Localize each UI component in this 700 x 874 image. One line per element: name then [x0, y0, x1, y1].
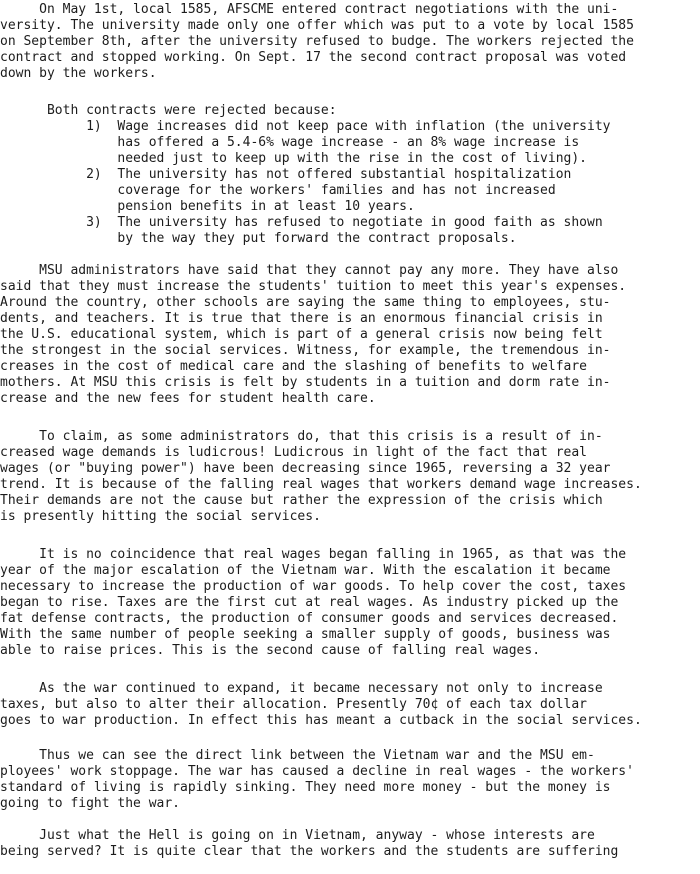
text-line: creases in the cost of medical care and the slashing of benefits to welfare — [0, 359, 587, 374]
text-line: wages (or "buying power") have been decreasing since 1965, reversing a 32 year — [0, 461, 611, 476]
text-line: crease and the new fees for student health care. — [0, 391, 376, 406]
text-line: necessary to increase the production of war goods. To help cover the cost, taxes — [0, 579, 627, 594]
text-line: dents, and teachers. It is true that there is an enormous financial crisis in — [0, 311, 603, 326]
text-line: versity. The university made only one offer which was put to a vote by local 1585 — [0, 18, 634, 33]
text-line: Both contracts were rejected because: — [0, 103, 337, 118]
text-line: pension benefits in at least 10 years. — [0, 199, 415, 214]
text-line: taxes, but also to alter their allocation. Presently 70¢ of each tax dollar — [0, 697, 587, 712]
text-line: mothers. At MSU this crisis is felt by students in a tuition and dorm rate in- — [0, 375, 611, 390]
text-line: by the way they put forward the contract proposals. — [0, 231, 517, 246]
text-line: MSU administrators have said that they cannot pay any more. They have also — [0, 263, 619, 278]
text-line: ployees' work stoppage. The war has caused a decline in real wages - the workers' — [0, 764, 634, 779]
text-line: As the war continued to expand, it became necessary not only to increase — [0, 681, 603, 696]
text-line: goes to war production. In effect this has meant a cutback in the social services. — [0, 713, 642, 728]
text-line: is presently hitting the social services. — [0, 509, 321, 524]
text-line: 2) The university has not offered substantial hospitalization — [0, 167, 572, 182]
text-line: contract and stopped working. On Sept. 17 the second contract proposal was voted — [0, 50, 627, 65]
text-line: Just what the Hell is going on in Vietnam, anyway - whose interests are — [0, 828, 595, 843]
text-line: fat defense contracts, the production of consumer goods and services decreased. — [0, 611, 619, 626]
text-line: coverage for the workers' families and has not increased — [0, 183, 556, 198]
text-line: On May 1st, local 1585, AFSCME entered contract negotiations with the uni- — [0, 2, 619, 17]
text-line: It is no coincidence that real wages began falling in 1965, as that was the — [0, 547, 627, 562]
text-line: the strongest in the social services. Witness, for example, the tremendous in- — [0, 343, 611, 358]
text-line: able to raise prices. This is the second cause of falling real wages. — [0, 643, 541, 658]
text-line: Their demands are not the cause but rather the expression of the crisis which — [0, 493, 603, 508]
text-line: To claim, as some administrators do, that this crisis is a result of in- — [0, 429, 603, 444]
text-line: 3) The university has refused to negotiate in good faith as shown — [0, 215, 603, 230]
text-line: Thus we can see the direct link between the Vietnam war and the MSU em- — [0, 748, 595, 763]
text-line: said that they must increase the students' tuition to meet this year's expenses. — [0, 279, 627, 294]
text-line: the U.S. educational system, which is part of a general crisis now being felt — [0, 327, 603, 342]
text-line: being served? It is quite clear that the workers and the students are suffering — [0, 844, 619, 859]
text-line: standard of living is rapidly sinking. They need more money - but the money is — [0, 780, 611, 795]
text-line: on September 8th, after the university refused to budge. The workers rejected the — [0, 34, 634, 49]
text-line: 1) Wage increases did not keep pace with inflation (the university — [0, 119, 611, 134]
text-line: creased wage demands is ludicrous! Ludicrous in light of the fact that real — [0, 445, 587, 460]
text-line: began to rise. Taxes are the first cut at real wages. As industry picked up the — [0, 595, 619, 610]
text-line: has offered a 5.4-6% wage increase - an 8% wage increase is — [0, 135, 580, 150]
text-line: Around the country, other schools are saying the same thing to employees, stu- — [0, 295, 611, 310]
text-line: going to fight the war. — [0, 796, 181, 811]
text-line: needed just to keep up with the rise in the cost of living). — [0, 151, 587, 166]
text-line: trend. It is because of the falling real wages that workers demand wage increases. — [0, 477, 642, 492]
text-line: year of the major escalation of the Vietnam war. With the escalation it became — [0, 563, 611, 578]
text-line: down by the workers. — [0, 66, 157, 81]
text-line: With the same number of people seeking a smaller supply of goods, business was — [0, 627, 611, 642]
